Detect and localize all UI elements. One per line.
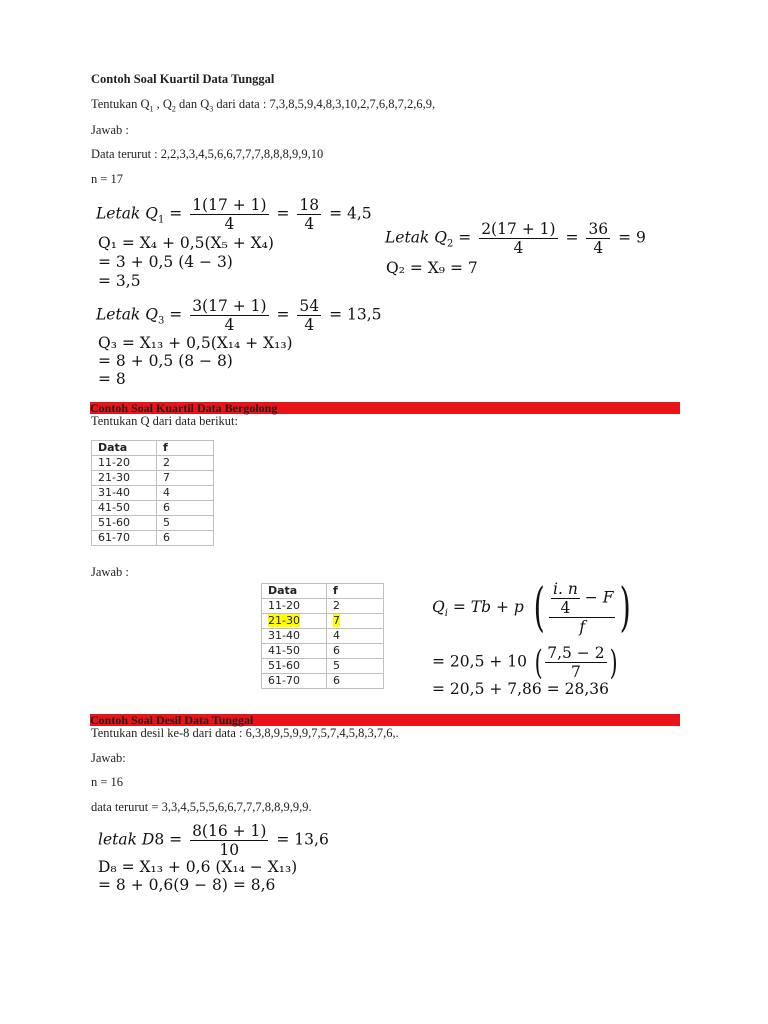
q1-line4: = 3,5 [98, 272, 141, 290]
section1-jawab: Jawab : [91, 123, 129, 137]
section2-title: Contoh Soal Kuartil Data Bergolong [90, 402, 680, 414]
table-header-cell: Data [92, 441, 157, 456]
section3-jawab: Jawab: [91, 751, 126, 765]
q2-line2: Q₂ = X₉ = 7 [386, 259, 478, 277]
table-cell: 5 [327, 659, 384, 674]
table-cell [327, 614, 384, 629]
d8-line3: = 8 + 0,6(9 − 8) = 8,6 [98, 876, 276, 894]
table-row [262, 659, 384, 674]
qi-general-formula: $Q_i = Tb + p$ ( $\frac{i. n}{4}$ − F f ) [432, 578, 632, 638]
section1-title: Contoh Soal Kuartil Data Tunggal [91, 72, 275, 86]
q3-line2: Q₃ = X₁₃ + 0,5(X₁₄ + X₁₃) [98, 334, 293, 352]
section3-question: Tentukan desil ke-8 dari data : 6,3,8,9,5,9,9,7,5,7,4,5,8,3,7,6,. [91, 726, 399, 740]
table-header-cell: f [157, 441, 214, 456]
table-row [92, 516, 214, 531]
table-row [92, 456, 214, 471]
d8-letak-formula: letak D8 = $\frac{8(16 + 1)}{10}$ = 13,6 [98, 822, 329, 859]
table-cell: 4 [157, 486, 214, 501]
qi-result: = 20,5 + 7,86 = 28,36 [432, 680, 609, 698]
table-cell: 11-20 [262, 599, 327, 614]
q3-letak-formula: Letak $Q_3$ = $\frac{3(17 + 1)}{4}$ = $\frac{54}{4}$ = 13,5 [96, 297, 382, 334]
table-cell: 6 [327, 674, 384, 689]
section3-sorted-data: data terurut = 3,3,4,5,5,5,6,6,7,7,7,8,8,9,9,9. [91, 800, 312, 814]
table-cell: 41-50 [262, 644, 327, 659]
section3-n: n = 16 [91, 775, 124, 789]
table-cell: 41-50 [92, 501, 157, 516]
q1-letak-result: = 4,5 [329, 204, 372, 223]
table-cell: 61-70 [92, 531, 157, 546]
table-row [262, 674, 384, 689]
q1-line2: Q₁ = X₄ + 0,5(X₅ + X₄) [98, 234, 274, 252]
table-row [92, 486, 214, 501]
highlighted-cell: 21-30 [268, 614, 300, 627]
table-cell: 2 [157, 456, 214, 471]
table-header-row [92, 441, 214, 456]
table-cell: 6 [157, 501, 214, 516]
table-cell: 11-20 [92, 456, 157, 471]
table-row [262, 599, 384, 614]
section2-answer-table [261, 583, 384, 689]
d8-line2: D₈ = X₁₃ + 0,6 (X₁₄ − X₁₃) [98, 858, 298, 876]
section1-n: n = 17 [91, 172, 124, 186]
table-cell [262, 614, 327, 629]
highlighted-cell: 7 [333, 614, 340, 627]
table-cell: 21-30 [92, 471, 157, 486]
table-row [262, 629, 384, 644]
d8-letak-result: = 13,6 [276, 830, 329, 849]
section1-question-rest: dari data : 7,3,8,5,9,4,8,3,10,2,7,6,8,7,2,6,9, [216, 97, 436, 111]
qi-substitution: = 20,5 + 10 ( $\frac{7,5 - 2}{7}$ ) [432, 642, 618, 683]
table-cell: 51-60 [92, 516, 157, 531]
table-row [92, 471, 214, 486]
table-cell: 61-70 [262, 674, 327, 689]
table-cell: 7 [157, 471, 214, 486]
table-cell: 4 [327, 629, 384, 644]
table-cell: 31-40 [262, 629, 327, 644]
table-header-cell: f [327, 584, 384, 599]
section2-data-table [91, 440, 214, 546]
table-cell: 5 [157, 516, 214, 531]
section2-question: Tentukan Q dari data berikut: [91, 414, 238, 428]
table-cell: 2 [327, 599, 384, 614]
table-header-row [262, 584, 384, 599]
qi-substitution-prefix: = 20,5 + 10 [432, 652, 527, 671]
table-cell: 51-60 [262, 659, 327, 674]
q3-line3: = 8 + 0,5 (8 − 8) [98, 352, 233, 370]
q1-line3: = 3 + 0,5 (4 − 3) [98, 253, 233, 271]
q3-line4: = 8 [98, 370, 126, 388]
q3-letak-result: = 13,5 [329, 305, 382, 324]
section2-jawab: Jawab : [91, 565, 129, 579]
q2-letak-formula: Letak $Q_2$ = $\frac{2(17 + 1)}{4}$ = $\frac{36}{4}$ = 9 [385, 220, 646, 257]
section1-question: Tentukan $Q_1$ , $Q_2$ dan $Q_3$ dari data : 7,3,8,5,9,4,8,3,10,2,7,6,8,7,2,6,9, [91, 97, 436, 114]
table-row [262, 644, 384, 659]
q1-letak-formula: Letak $Q_1$ = $\frac{1(17 + 1)}{4}$ = $\frac{18}{4}$ = 4,5 [96, 196, 372, 233]
table-row [92, 501, 214, 516]
table-cell: 6 [327, 644, 384, 659]
section1-sorted-data: Data terurut : 2,2,3,3,4,5,6,6,7,7,7,8,8,8,9,9,10 [91, 147, 324, 161]
table-header-cell: Data [262, 584, 327, 599]
table-cell: 6 [157, 531, 214, 546]
table-row [92, 531, 214, 546]
table-row-highlighted [262, 614, 384, 629]
section3-title: Contoh Soal Desil Data Tunggal [90, 714, 680, 726]
q2-letak-result: = 9 [618, 228, 646, 247]
table-cell: 31-40 [92, 486, 157, 501]
